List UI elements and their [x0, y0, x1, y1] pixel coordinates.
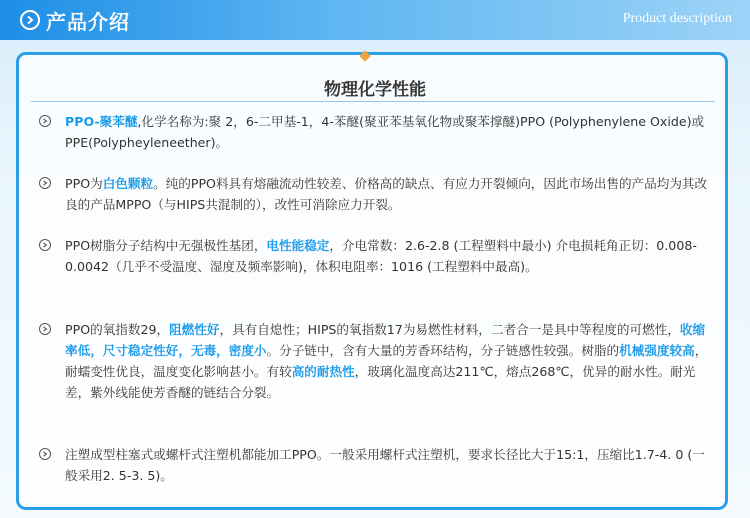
text-run: ,化学名称为:聚 2，6-二甲基-1，4-苯醚(聚亚苯基氧化物或聚苯撑醚)PPO (Polyphenylene Oxide)或 PPE(Polypheyleneether)。 [65, 114, 705, 150]
section-badge [14, 6, 144, 34]
chevron-right-circle-icon [39, 239, 51, 251]
paragraph [39, 173, 709, 215]
text-run: ，玻璃化温度高达211℃，熔点268℃，优异的耐水性。耐光差，紫外线能使芳香醚的链结合分裂。 [65, 364, 696, 400]
text-run: PPO树脂分子结构中无强极性基团， [65, 238, 267, 253]
highlighted-text: 电性能稳定 [266, 238, 330, 253]
paragraph [39, 111, 709, 153]
paragraph [39, 444, 709, 486]
paragraph-text [39, 235, 709, 277]
highlighted-text: 机械强度较高 [619, 343, 695, 358]
paragraph-text [39, 111, 709, 153]
header-title: 产品介绍 [46, 9, 130, 34]
chevron-right-circle-icon [39, 323, 51, 335]
paragraph [39, 235, 709, 277]
chevron-right-circle-icon [39, 177, 51, 189]
text-run: 。分子链中，含有大量的芳香环结构，分子链感性较强。树脂的 [266, 343, 620, 358]
text-run: ，具有自熄性；HIPS的氧指数17为易燃性材料，二者合一是具中等程度的可燃性， [219, 322, 680, 337]
highlighted-text: 白色颗粒 [102, 176, 154, 191]
chevron-right-circle-icon [20, 10, 40, 30]
text-run: PPO的氧指数29， [65, 322, 170, 337]
title-divider [31, 101, 715, 102]
section-title: 物理化学性能 [324, 80, 426, 100]
header-subtitle: Product description [622, 11, 732, 26]
text-run: 注塑成型柱塞式或螺杆式注塑机都能加工PPO。一般采用螺杆式注塑机，要求长径比大于15:1，压缩比1.7-4. 0 (一般采用2. 5-3. 5)。 [65, 447, 705, 483]
text-run: 。纯的PPO料具有熔融流动性较差、价格高的缺点、有应力开裂倾向，因此市场出售的产品均为其改良的产品MPPO（与HIPS共混制的），改性可消除应力开裂。 [65, 176, 708, 212]
paragraph-text [39, 444, 709, 486]
highlighted-text: 高的耐热性 [291, 364, 355, 379]
text-run: ，耐蠕变性优良，温度变化影响甚小。有较 [65, 343, 708, 379]
highlighted-text: 阻燃性好 [169, 322, 220, 337]
highlighted-text: 收缩率低，尺寸稳定性好，无毒，密度小 [65, 322, 706, 358]
header-bar [0, 0, 750, 40]
chevron-right-circle-icon [39, 448, 51, 460]
text-run: ，介电常数：2.6-2.8 (工程塑料中最小) 介电损耗角正切：0.008-0.0042（几乎不受温度、湿度及频率影响)，体积电阻率：1016 (工程塑料中最高)。 [65, 238, 697, 274]
text-run: PPO为 [65, 176, 103, 191]
paragraph-text [39, 319, 709, 403]
content-card [16, 52, 728, 510]
paragraph [39, 319, 709, 403]
highlighted-text: PPO-聚苯醚 [65, 114, 138, 129]
paragraph-text [39, 173, 709, 215]
chevron-right-circle-icon [39, 115, 51, 127]
